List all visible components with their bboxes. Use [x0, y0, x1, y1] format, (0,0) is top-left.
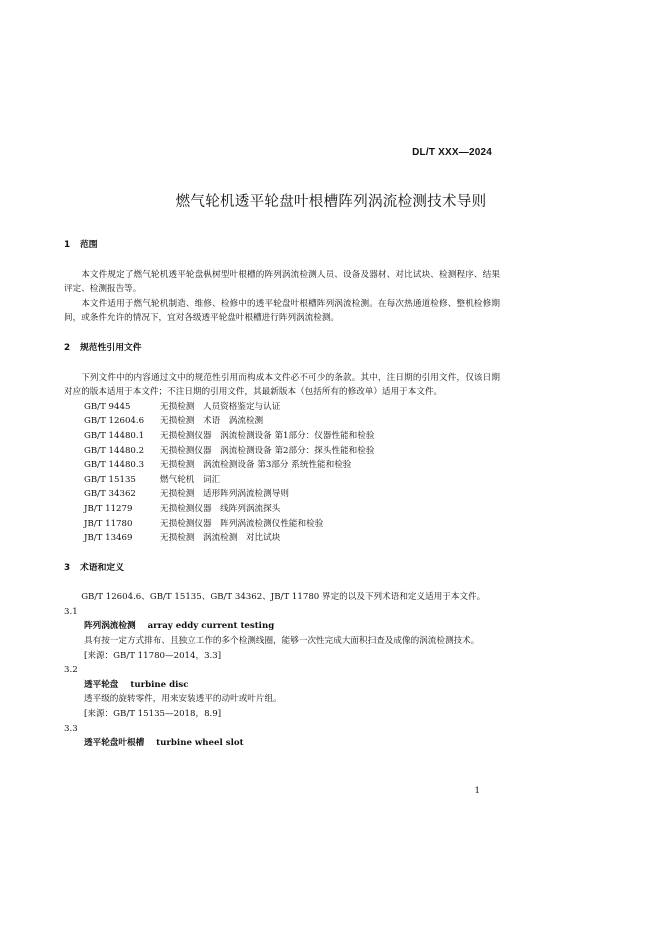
reference-title: 无损检测仪器 涡流检测设备 第1部分：仪器性能和检验	[160, 430, 375, 441]
reference-item	[84, 531, 500, 546]
paragraph: 下列文件中的内容通过文中的规范性引用而构成本文件必不可少的条款。其中，注日期的引用文件，仅该日期对应的版本适用于本文件；不注日期的引用文件，其最新版本（包括所有的修改单）适用于本文件。	[64, 372, 500, 398]
reference-item	[84, 400, 500, 415]
reference-title: 无损检测仪器 线阵列涡流探头	[160, 503, 281, 514]
reference-item	[84, 487, 500, 502]
reference-title: 无损检测 涡流检测设备 第3部分 系统性能和检验	[160, 460, 352, 471]
term-heading	[84, 619, 500, 634]
reference-item	[84, 458, 500, 473]
term-zh: 透平轮盘叶根槽	[84, 738, 145, 749]
term-number: 3.3	[64, 723, 78, 734]
reference-code: GB/T 14480.3	[84, 460, 145, 471]
section-number: 3	[64, 562, 71, 573]
reference-title: 无损检测仪器 阵列涡流检测仪性能和检验	[160, 518, 324, 529]
document-code: DL/T XXX—2024	[412, 147, 492, 158]
section-number: 2	[64, 342, 71, 353]
section-title: 规范性引用文件	[80, 342, 142, 353]
section-number: 1	[64, 240, 71, 250]
reference-item	[84, 444, 500, 459]
reference-title: 无损检测 术语 涡流检测	[160, 416, 264, 427]
section-heading-terms	[64, 561, 500, 576]
reference-item	[84, 429, 500, 444]
term-source: [来源：GB/T 15135—2018，8.9]	[84, 709, 222, 720]
reference-code: GB/T 15135	[84, 474, 136, 485]
paragraph: 本文件适用于燃气轮机制造、维修、检修中的透平轮盘叶根槽阵列涡流检测。在每次热通道检修、整机检修期间，或条件允许的情况下，宜对各级透平轮盘叶根槽进行阵列涡流检测。	[64, 298, 500, 324]
term-en: turbine wheel slot	[156, 738, 244, 749]
document-title: 燃气轮机透平轮盘叶根槽阵列涡流检测技术导则	[175, 194, 487, 210]
reference-item	[84, 473, 500, 488]
reference-title: 无损检测仪器 涡流检测设备 第2部分：探头性能和检验	[160, 445, 375, 456]
reference-title: 无损检测 适形阵列涡流检测导则	[160, 489, 289, 500]
reference-code: JB/T 11780	[84, 518, 133, 529]
section-heading-scope	[64, 238, 500, 253]
reference-code: GB/T 14480.2	[84, 445, 145, 456]
reference-item	[84, 502, 500, 517]
reference-code: GB/T 14480.1	[84, 430, 145, 441]
term-number: 3.2	[64, 665, 78, 676]
term-definition: 具有按一定方式排布、且独立工作的多个检测线圈，能够一次性完成大面积扫查及成像的涡流检测技术。	[84, 636, 480, 647]
reference-code: JB/T 13469	[84, 533, 133, 544]
term-heading	[84, 678, 500, 693]
section-title: 术语和定义	[80, 562, 124, 573]
term-number: 3.1	[64, 606, 78, 617]
reference-code: GB/T 9445	[84, 401, 131, 412]
term-en: turbine disc	[130, 679, 189, 690]
page-number: 1	[474, 786, 480, 796]
term-heading	[84, 736, 500, 751]
paragraph: GB/T 12604.6、GB/T 15135、GB/T 34362、JB/T 11780 界定的以及下列术语和定义适用于本文件。	[81, 592, 486, 603]
reference-code: GB/T 34362	[84, 489, 136, 500]
paragraph: 本文件规定了燃气轮机透平轮盘枞树型叶根槽的阵列涡流检测人员、设备及器材、对比试块、检测程序、结果评定、检测报告等。	[64, 269, 500, 295]
reference-item	[84, 414, 500, 429]
term-definition: 透平级的旋转零件，用来安装透平的动叶或叶片组。	[84, 694, 282, 705]
reference-code: JB/T 11279	[84, 503, 133, 514]
term-zh: 阵列涡流检测	[84, 621, 136, 632]
reference-code: GB/T 12604.6	[84, 416, 145, 427]
reference-title: 无损检测 人员资格鉴定与认证	[160, 401, 281, 412]
document-body	[64, 238, 500, 751]
term-source: [来源：GB/T 11780—2014，3.3]	[84, 650, 222, 661]
section-heading-normative-references	[64, 341, 500, 356]
reference-title: 燃气轮机 词汇	[160, 474, 221, 485]
term-en: array eddy current testing	[147, 621, 275, 632]
section-title: 范围	[80, 240, 98, 250]
reference-item	[84, 517, 500, 532]
reference-list	[84, 400, 500, 546]
reference-title: 无损检测 涡流检测 对比试块	[160, 533, 281, 544]
term-zh: 透平轮盘	[84, 679, 119, 690]
